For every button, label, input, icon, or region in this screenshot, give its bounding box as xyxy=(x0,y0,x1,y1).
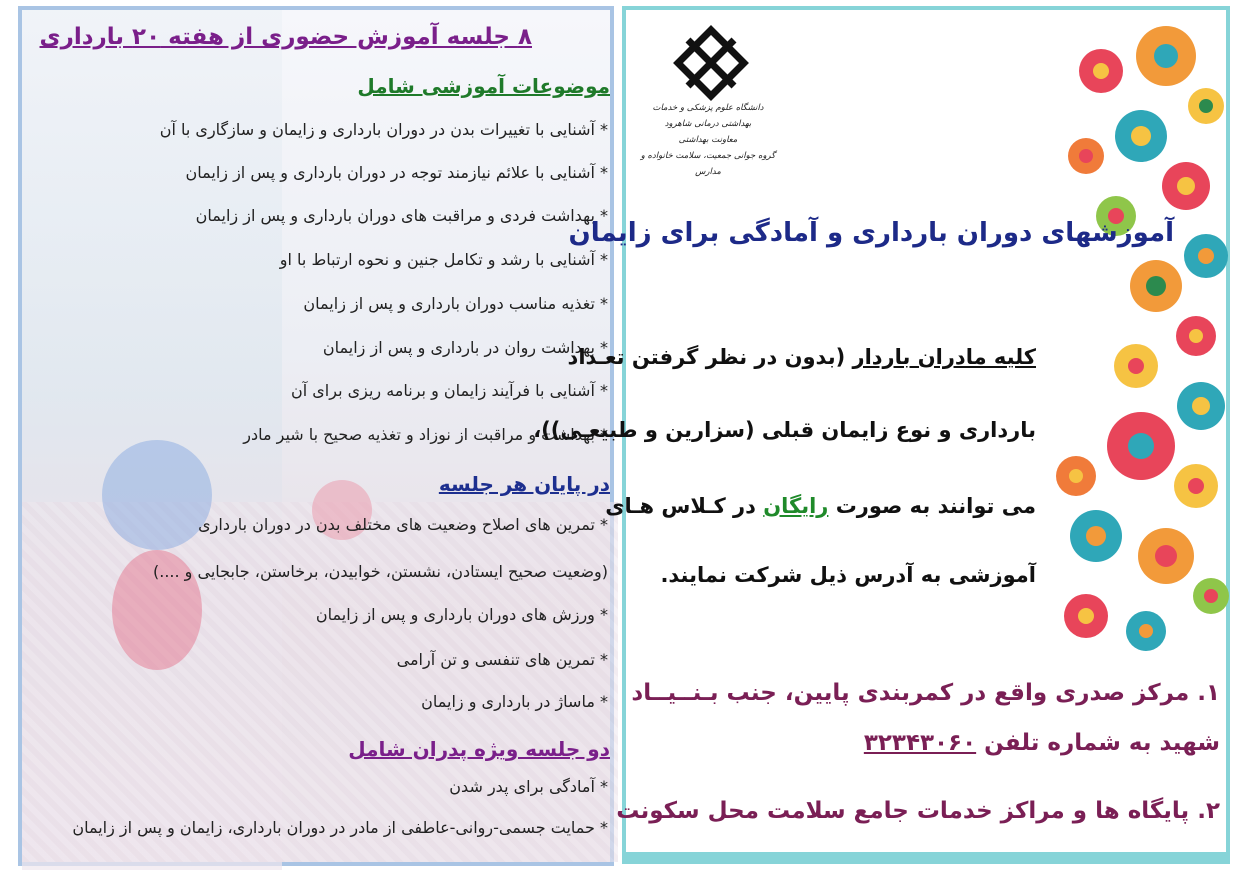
free-word: رایگان xyxy=(763,494,829,518)
address-1-line1: ۱. مرکز صدری واقع در کمربندی پایین، جنب بـنــیــاد xyxy=(631,680,1220,706)
address-text: شهید به شماره تلفن xyxy=(976,730,1220,756)
paragraph-text: (بدون در نظر گرفتن تعـداد xyxy=(567,345,853,369)
paragraph-text: می توانند به صورت xyxy=(828,494,1036,518)
address-1-line2 xyxy=(864,730,1220,756)
end-item: * ورزش های دوران بارداری و پس از زایمان xyxy=(315,605,608,624)
university-name xyxy=(638,100,778,180)
right-panel xyxy=(533,6,1230,864)
flower-decoration xyxy=(1046,16,1226,656)
left-panel xyxy=(18,6,614,866)
university-logo-icon xyxy=(676,28,746,98)
topics-heading: موضوعات آموزشی شامل xyxy=(357,74,610,98)
fathers-heading: دو جلسه ویژه پدران شامل xyxy=(348,737,610,761)
logo-line: گروه جوانی جمعیت، سلامت خانواده و مدارس xyxy=(640,151,776,177)
topic-item: * بهداشت و مراقبت از نوزاد و تغذیه صحیح با شیر مادر xyxy=(243,425,608,444)
paragraph-line xyxy=(605,494,1036,518)
topic-item: * تغذیه مناسب دوران بارداری و پس از زایمان xyxy=(303,294,608,313)
fathers-item: * حمایت جسمی-روانی-عاطفی از مادر در دوران بارداری، زایمان و پس از زایمان xyxy=(72,818,608,837)
address-2: ۲. پایگاه ها و مراکز خدمات جامع سلامت محل سکونت xyxy=(616,798,1220,824)
paragraph-line: آموزشی به آدرس ذیل شرکت نمایند. xyxy=(660,563,1036,587)
bottom-strip xyxy=(626,852,1226,860)
end-item: * ماساژ در بارداری و زایمان xyxy=(421,692,608,711)
end-item: (وضعیت صحیح ایستادن، نشستن، خوابیدن، برخاستن، جابجایی و ....) xyxy=(153,562,608,581)
topic-item: * آشنایی با علائم نیازمند توجه در دوران بارداری و پس از زایمان xyxy=(185,163,608,182)
end-item: * تمرین های اصلاح وضعیت های مختلف بدن در دوران بارداری xyxy=(198,515,608,534)
fathers-item: * آمادگی برای پدر شدن xyxy=(449,777,608,796)
left-content xyxy=(22,10,618,870)
topic-item: * آشنایی با رشد و تکامل جنین و نحوه ارتباط با او xyxy=(279,250,608,269)
end-item: * تمرین های تنفسی و تن آرامی xyxy=(396,650,608,669)
logo-line: معاونت بهداشتی xyxy=(678,135,738,145)
paragraph-line: بارداری و نوع زایمان قبلی (سزارین و طبیعـی))، xyxy=(533,418,1036,442)
banner-title: آموزشهای دوران بارداری و آمادگی برای زایمان xyxy=(568,218,1174,248)
topic-item: * آشنایی با فرآیند زایمان و برنامه ریزی برای آن xyxy=(290,381,608,400)
topic-item: * بهداشت روان در بارداری و پس از زایمان xyxy=(322,338,608,357)
pregnant-mothers-text: کلیه مادران باردار xyxy=(852,345,1036,369)
paragraph-text: در کـلاس هـای xyxy=(605,494,764,518)
topic-item: * آشنایی با تغییرات بدن در دوران بارداری و زایمان و سازگاری با آن xyxy=(159,120,608,139)
phone-number: ۳۲۳۴۳۰۶۰ xyxy=(863,730,977,756)
logo-line: دانشگاه علوم پزشکی و خدمات بهداشتی درمانی شاهرود xyxy=(652,103,764,129)
topic-item: * بهداشت فردی و مراقبت های دوران بارداری و پس از زایمان xyxy=(195,206,608,225)
end-of-session-heading: در پایان هر جلسه xyxy=(438,472,610,496)
paragraph-line xyxy=(568,345,1036,369)
sessions-title: ۸ جلسه آموزش حضوری از هفته ۲۰ بارداری xyxy=(39,24,532,50)
